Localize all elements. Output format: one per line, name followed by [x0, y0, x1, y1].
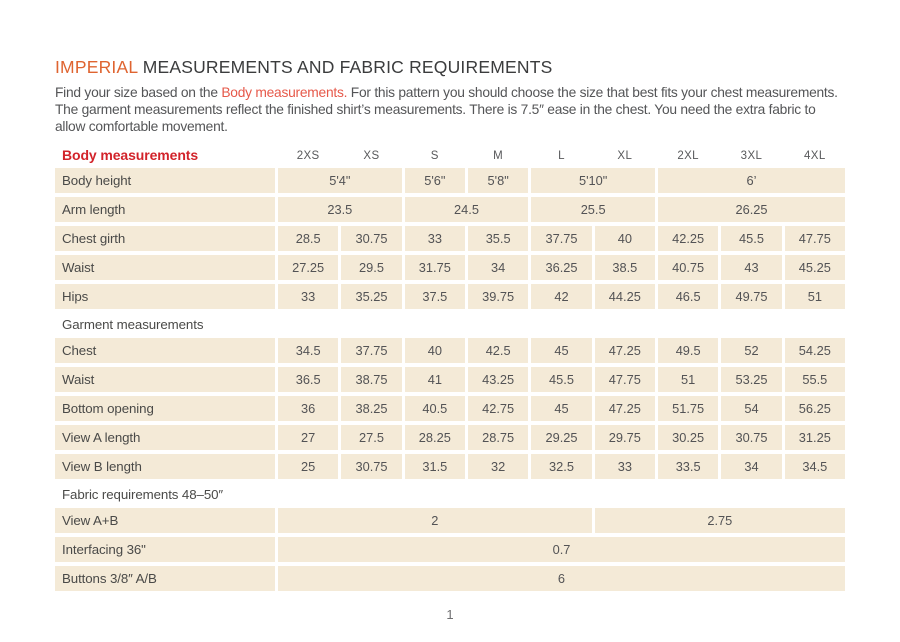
- value-cell: 32.5: [531, 454, 591, 479]
- value-cell: 52: [721, 338, 781, 363]
- value-cell: 42.5: [468, 338, 528, 363]
- value-cell: 51: [785, 284, 845, 309]
- value-cell: 55.5: [785, 367, 845, 392]
- value-cell: 5'8": [468, 168, 528, 193]
- value-cell: 36: [278, 396, 338, 421]
- section-heading: Garment measurements: [62, 317, 204, 332]
- value-cell: 33: [405, 226, 465, 251]
- page-number: 1: [446, 607, 454, 622]
- value-cell: 47.25: [595, 338, 655, 363]
- intro-highlight-body-measurements: Body measurements.: [221, 85, 348, 100]
- value-cell: 27.25: [278, 255, 338, 280]
- value-cell: 38.5: [595, 255, 655, 280]
- value-cell: 45.5: [721, 226, 781, 251]
- value-cell: 37.75: [531, 226, 591, 251]
- value-cell: 34.5: [785, 454, 845, 479]
- value-cell: 34: [721, 454, 781, 479]
- value-cell: 30.75: [341, 226, 401, 251]
- page-title-rest: MEASUREMENTS AND FABRIC REQUIREMENTS: [137, 57, 553, 77]
- value-cell: 40: [405, 338, 465, 363]
- value-cell: 2.75: [595, 508, 845, 533]
- row-label: Chest girth: [55, 226, 275, 251]
- value-cell: 49.75: [721, 284, 781, 309]
- value-cell: 28.25: [405, 425, 465, 450]
- value-cell: 40.5: [405, 396, 465, 421]
- size-column-header: M: [493, 150, 504, 162]
- value-cell: 45: [531, 396, 591, 421]
- page-title: [55, 57, 845, 78]
- value-cell: 31.5: [405, 454, 465, 479]
- value-cell: 56.25: [785, 396, 845, 421]
- value-cell: 40.75: [658, 255, 718, 280]
- value-cell: 30.25: [658, 425, 718, 450]
- page-content: [55, 0, 845, 591]
- value-cell: 31.75: [405, 255, 465, 280]
- intro-text-pre: Find your size based on the: [55, 85, 222, 100]
- value-cell: 29.5: [341, 255, 401, 280]
- value-cell: 54.25: [785, 338, 845, 363]
- value-cell: 38.75: [341, 367, 401, 392]
- row-label: Chest: [55, 338, 275, 363]
- value-cell: 6’: [658, 168, 845, 193]
- value-cell: 36.5: [278, 367, 338, 392]
- value-cell: 44.25: [595, 284, 655, 309]
- row-label: Body height: [55, 168, 275, 193]
- intro-text-post: For this pattern you should choose the size that best fits your chest measurements. The garment measurements reflect the finished shirt’s measurements. There is 7.5″ ease in the chest. You need the extra fabric to allow comfortable movement.: [55, 85, 838, 134]
- value-cell: 39.75: [468, 284, 528, 309]
- value-cell: 33.5: [658, 454, 718, 479]
- value-cell: 5'6": [405, 168, 465, 193]
- value-cell: 32: [468, 454, 528, 479]
- row-label: Bottom opening: [55, 396, 275, 421]
- row-label: View B length: [55, 454, 275, 479]
- size-column-header: L: [558, 150, 565, 162]
- value-cell: 34.5: [278, 338, 338, 363]
- row-label: Buttons 3/8″ A/B: [55, 566, 275, 591]
- value-cell: 45: [531, 338, 591, 363]
- value-cell: 26.25: [658, 197, 845, 222]
- value-cell: 43.25: [468, 367, 528, 392]
- measurements-table: [55, 144, 845, 591]
- value-cell: 0.7: [278, 537, 845, 562]
- page-title-accent: IMPERIAL: [55, 57, 138, 77]
- intro-paragraph: [55, 84, 845, 135]
- value-cell: 53.25: [721, 367, 781, 392]
- row-label: Waist: [55, 367, 275, 392]
- size-column-header: 2XS: [296, 150, 320, 162]
- row-label: View A+B: [55, 508, 275, 533]
- value-cell: 5'4": [278, 168, 402, 193]
- value-cell: 49.5: [658, 338, 718, 363]
- value-cell: 24.5: [405, 197, 529, 222]
- size-column-header: 4XL: [803, 150, 826, 162]
- value-cell: 25: [278, 454, 338, 479]
- value-cell: 30.75: [721, 425, 781, 450]
- value-cell: 25.5: [531, 197, 655, 222]
- row-label: Interfacing 36": [55, 537, 275, 562]
- row-label: View A length: [55, 425, 275, 450]
- value-cell: 51: [658, 367, 718, 392]
- size-column-header: 2XL: [677, 150, 699, 162]
- value-cell: 45.25: [785, 255, 845, 280]
- value-cell: 6: [278, 566, 845, 591]
- value-cell: 54: [721, 396, 781, 421]
- value-cell: 41: [405, 367, 465, 392]
- value-cell: 2: [278, 508, 592, 533]
- size-column-header: XS: [363, 150, 380, 162]
- value-cell: 23.5: [278, 197, 402, 222]
- value-cell: 35.25: [341, 284, 401, 309]
- size-column-header: S: [430, 150, 439, 162]
- value-cell: 42: [531, 284, 591, 309]
- section-heading: Fabric requirements 48–50″: [62, 487, 224, 502]
- row-label: Waist: [55, 255, 275, 280]
- value-cell: 47.25: [595, 396, 655, 421]
- value-cell: 51.75: [658, 396, 718, 421]
- row-label: Arm length: [55, 197, 275, 222]
- value-cell: 36.25: [531, 255, 591, 280]
- value-cell: 33: [278, 284, 338, 309]
- value-cell: 37.75: [341, 338, 401, 363]
- value-cell: 47.75: [595, 367, 655, 392]
- value-cell: 35.5: [468, 226, 528, 251]
- value-cell: 27: [278, 425, 338, 450]
- value-cell: 40: [595, 226, 655, 251]
- value-cell: 28.75: [468, 425, 528, 450]
- value-cell: 30.75: [341, 454, 401, 479]
- value-cell: 31.25: [785, 425, 845, 450]
- value-cell: 37.5: [405, 284, 465, 309]
- size-column-header: 3XL: [740, 150, 763, 162]
- value-cell: 28.5: [278, 226, 338, 251]
- row-label: Hips: [55, 284, 275, 309]
- value-cell: 29.75: [595, 425, 655, 450]
- value-cell: 47.75: [785, 226, 845, 251]
- value-cell: 33: [595, 454, 655, 479]
- value-cell: 43: [721, 255, 781, 280]
- size-column-header: XL: [617, 150, 633, 162]
- value-cell: 46.5: [658, 284, 718, 309]
- value-cell: 29.25: [531, 425, 591, 450]
- table-header-label: Body measurements: [62, 147, 199, 163]
- value-cell: 34: [468, 255, 528, 280]
- value-cell: 38.25: [341, 396, 401, 421]
- value-cell: 42.75: [468, 396, 528, 421]
- value-cell: 27.5: [341, 425, 401, 450]
- value-cell: 5'10": [531, 168, 655, 193]
- value-cell: 42.25: [658, 226, 718, 251]
- value-cell: 45.5: [531, 367, 591, 392]
